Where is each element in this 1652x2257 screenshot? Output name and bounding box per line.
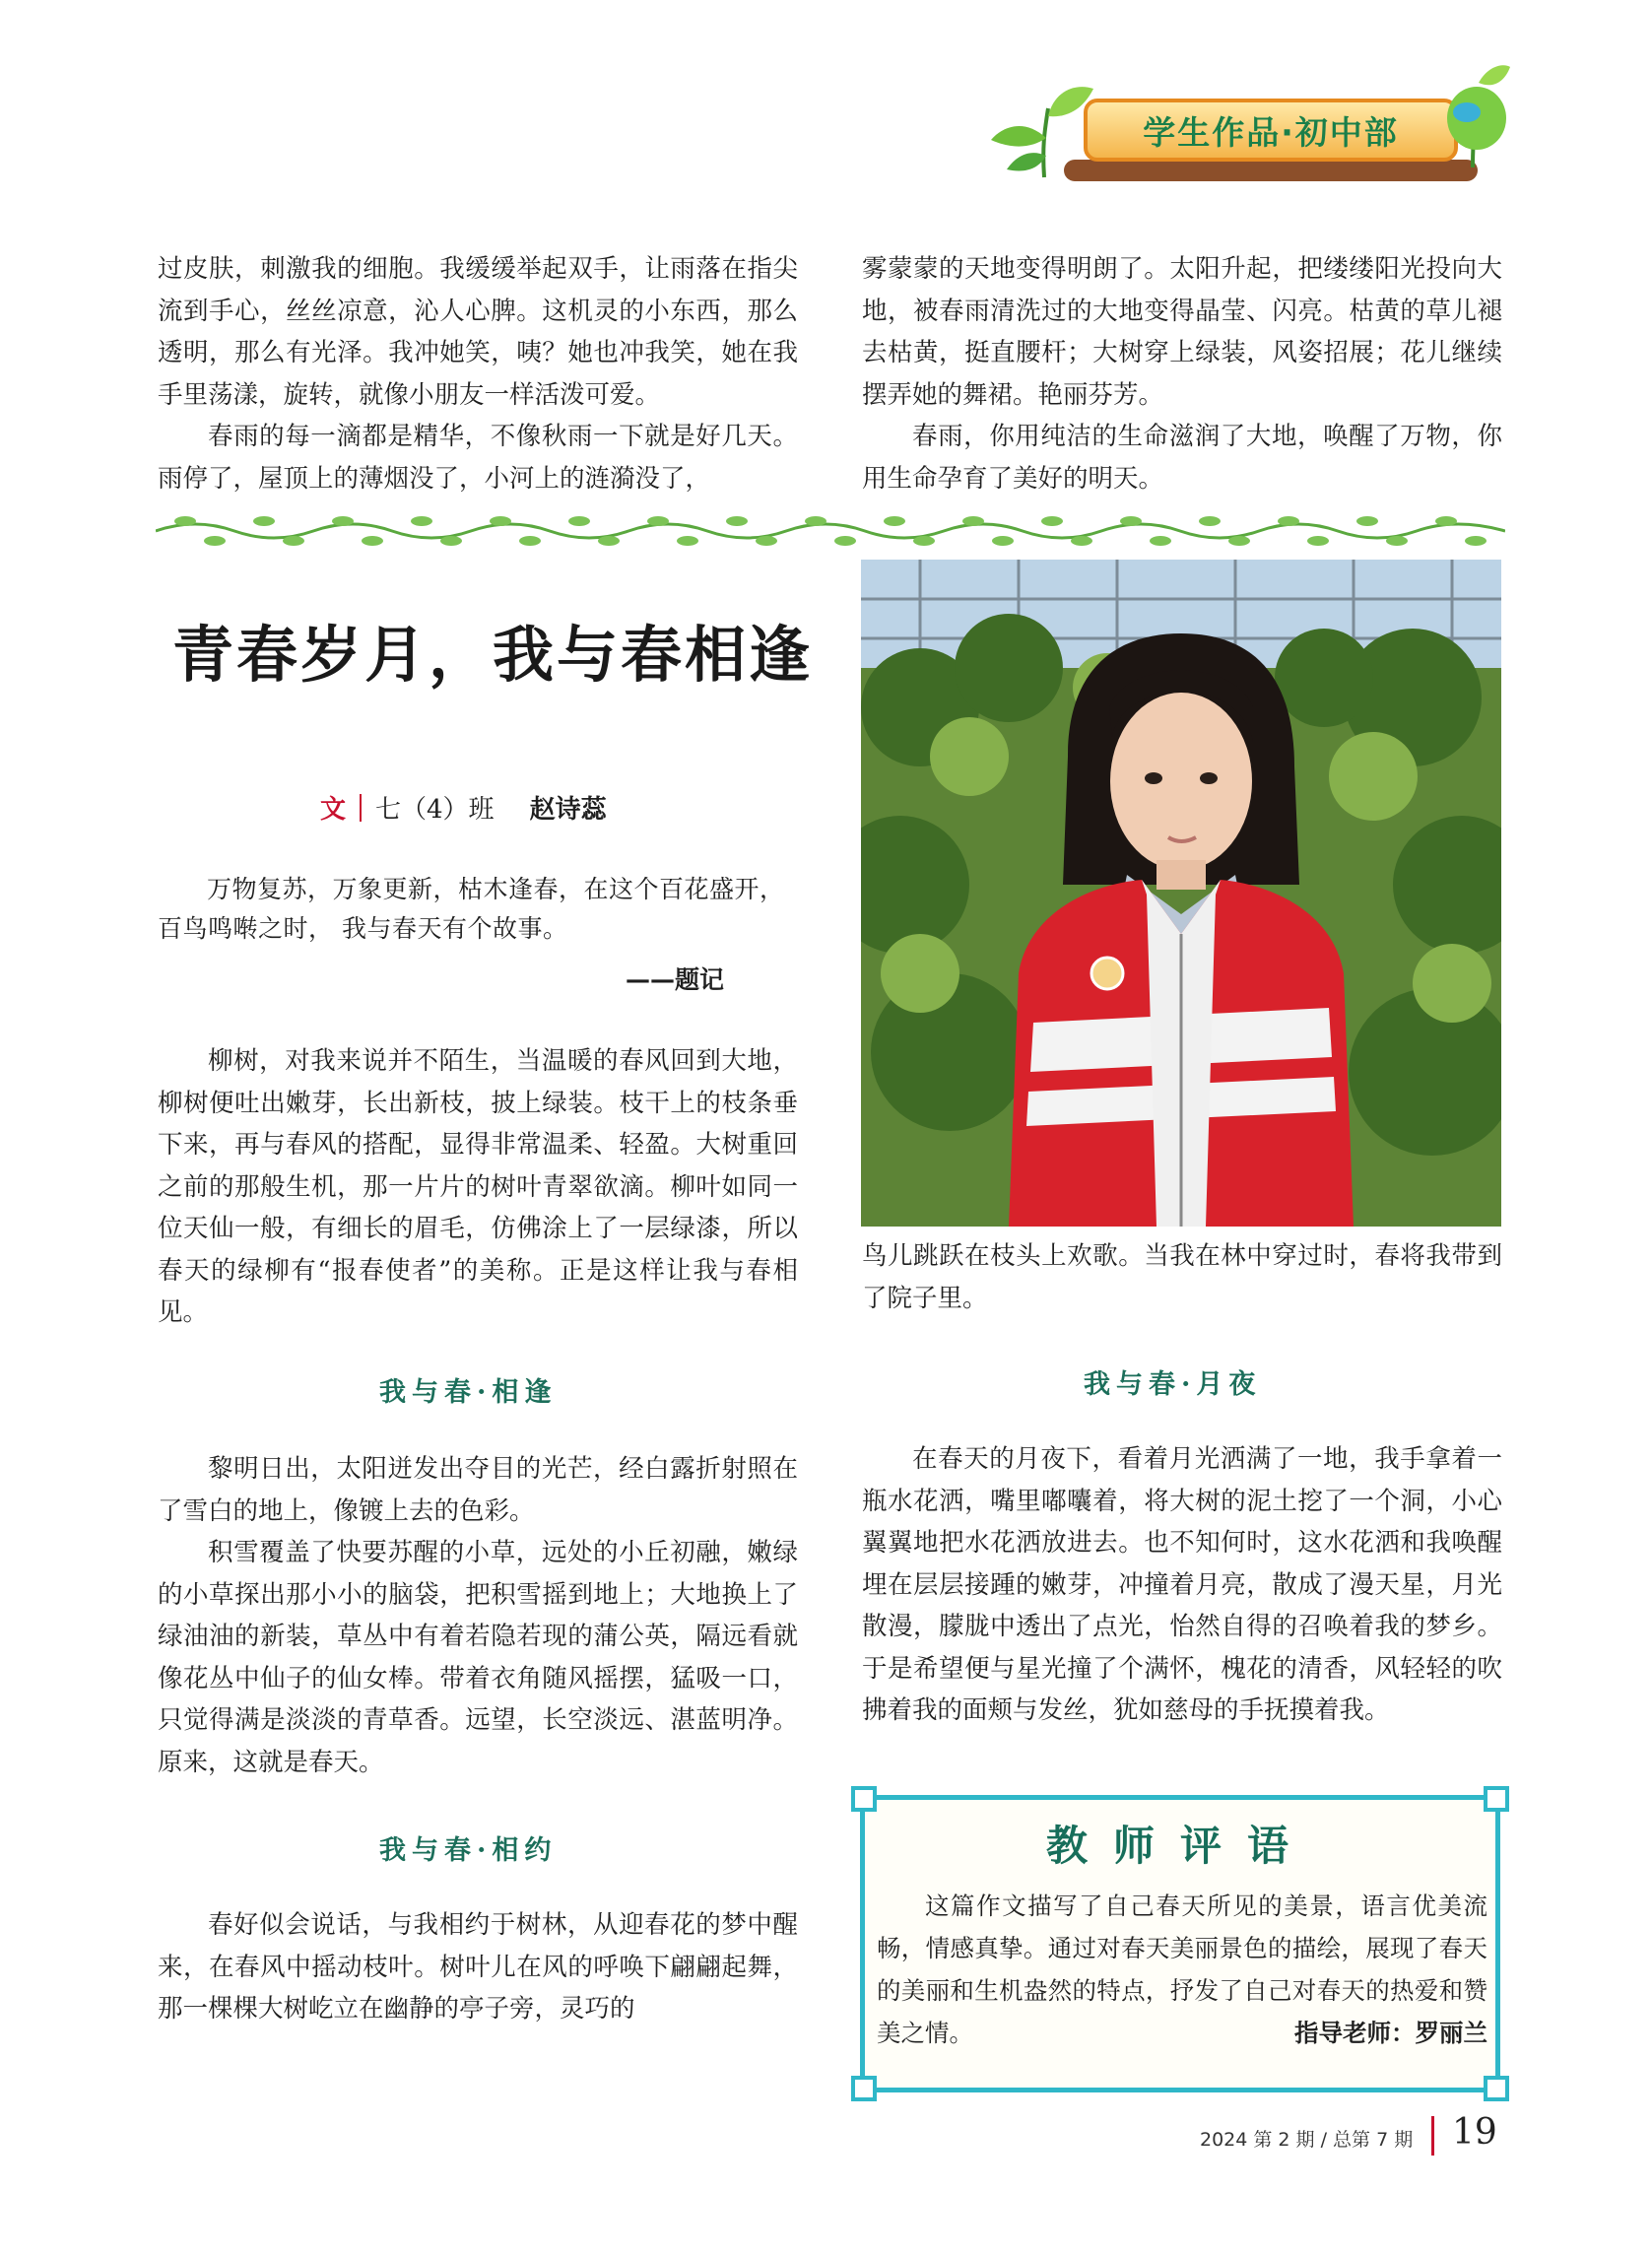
byline-label: 文	[320, 795, 347, 825]
teacher-signature: 指导老师：罗丽兰	[1294, 2019, 1487, 2047]
epigraph	[158, 870, 798, 949]
badge-label: 学生作品·初中部	[1084, 99, 1458, 162]
epigraph-source: ——题记	[626, 965, 725, 994]
continued-text-left	[158, 248, 798, 499]
paragraph: 过皮肤，刺激我的细胞。我缓缓举起双手，让雨落在指尖流到手心，丝丝凉意，沁人心脾。这机灵的小东西，那么透明，那么有光泽。我冲她笑，咦？她也冲我笑，她在我手里荡漾，旋转，就像小朋友一样活泼可爱。	[158, 254, 798, 410]
issue-info: 2024 第 2 期 / 总第 7 期	[1200, 2129, 1414, 2151]
section-moon-night-text	[862, 1438, 1502, 1732]
paragraph: 春好似会说话，与我相约于树林，从迎春花的梦中醒来，在春风中摇动枝叶。树叶儿在风的呼唤下翩翩起舞，那一棵棵大树屹立在幽静的亭子旁，灵巧的	[158, 1910, 798, 2024]
paragraph: 雾蒙蒙的天地变得明朗了。太阳升起，把缕缕阳光投向大地，被春雨清洗过的大地变得晶莹、闪亮。枯黄的草儿褪去枯黄，挺直腰杆；大树穿上绿装，风姿招展；花儿继续摆弄她的舞裙。艳丽芬芳。	[862, 254, 1502, 410]
vine-divider	[156, 507, 1505, 551]
section-heading-meet: 我与春·相逢	[379, 1377, 558, 1408]
teacher-comment-box	[860, 1795, 1500, 2092]
intro-text	[158, 1040, 798, 1334]
leaf-bulb-icon	[1433, 59, 1512, 177]
byline-author: 赵诗蕊	[529, 795, 607, 825]
paragraph: 鸟儿跳跃在枝头上欢歌。当我在林中穿过时，春将我带到了院子里。	[862, 1241, 1502, 1313]
section-promise-text	[158, 1904, 798, 2030]
page-number: 19	[1452, 2112, 1497, 2153]
footer-divider	[1431, 2116, 1434, 2156]
epigraph-text: 万物复苏，万象更新，枯木逢春，在这个百花盛开，百鸟鸣啭之时， 我与春天有个故事。	[158, 875, 785, 943]
continued-text-right	[862, 248, 1502, 499]
paragraph: 春雨，你用纯洁的生命滋润了大地，唤醒了万物，你用生命孕育了美好的明天。	[862, 422, 1502, 494]
photo-caption	[862, 1235, 1502, 1319]
byline-class: 七（4）班	[375, 795, 495, 825]
section-heading-promise: 我与春·相约	[379, 1835, 558, 1866]
paragraph: 黎明日出，太阳迸发出夺目的光芒，经白露折射照在了雪白的地上，像镀上去的色彩。	[158, 1454, 798, 1526]
article-title: 青春岁月，我与春相逢	[172, 619, 814, 691]
paragraph: 在春天的月夜下，看着月光洒满了一地，我手拿着一瓶水花洒，嘴里嘟囔着，将大树的泥土挖了一个洞，小心翼翼地把水花洒放进去。也不知何时，这水花洒和我唤醒埋在层层接踵的嫩芽，冲撞着月亮，散成了漫天星，月光散漫，朦胧中透出了点光，怡然自得的召唤着我的梦乡。于是希望便与星光撞了个满怀，槐花的清香，风轻轻的吹拂着我的面颊与发丝，犹如慈母的手抚摸着我。	[862, 1444, 1502, 1725]
student-photo	[861, 560, 1501, 1227]
paragraph: 春雨的每一滴都是精华，不像秋雨一下就是好几天。雨停了，屋顶上的薄烟没了，小河上的涟漪没了，	[158, 422, 798, 494]
paragraph: 柳树，对我来说并不陌生，当温暖的春风回到大地，柳树便吐出嫩芽，长出新枝，披上绿装。枝干上的枝条垂下来，再与春风的搭配，显得非常温柔、轻盈。大树重回之前的那般生机，那一片片的树叶青翠欲滴。柳叶如同一位天仙一般，有细长的眉毛，仿佛涂上了一层绿漆，所以春天的绿柳有“报春使者”的美称。正是这样让我与春相见。	[158, 1046, 798, 1327]
teacher-comment-text: 这篇作文描写了自己春天所见的美景，语言优美流畅，情感真挚。通过对春天美丽景色的描绘，展现了春天的美丽和生机盎然的特点，抒发了自己对春天的热爱和赞美之情。	[877, 1892, 1487, 2047]
teacher-comment-title: 教师评语	[1045, 1822, 1314, 1870]
teacher-comment-body	[877, 1885, 1487, 2054]
paragraph: 积雪覆盖了快要苏醒的小草，远处的小丘初融，嫩绿的小草探出那小小的脑袋，把积雪摇到地上；大地换上了绿油油的新装，草丛中有着若隐若现的蒲公英，隔远看就像花丛中仙子的仙女棒。带着衣角随风摇摆，猛吸一口，只觉得满是淡淡的青草香。远望，长空淡远、湛蓝明净。原来，这就是春天。	[158, 1538, 798, 1777]
section-badge	[985, 59, 1507, 207]
byline	[320, 789, 607, 826]
section-heading-moon-night: 我与春·月夜	[1084, 1369, 1262, 1400]
section-meet-text	[158, 1448, 798, 1783]
